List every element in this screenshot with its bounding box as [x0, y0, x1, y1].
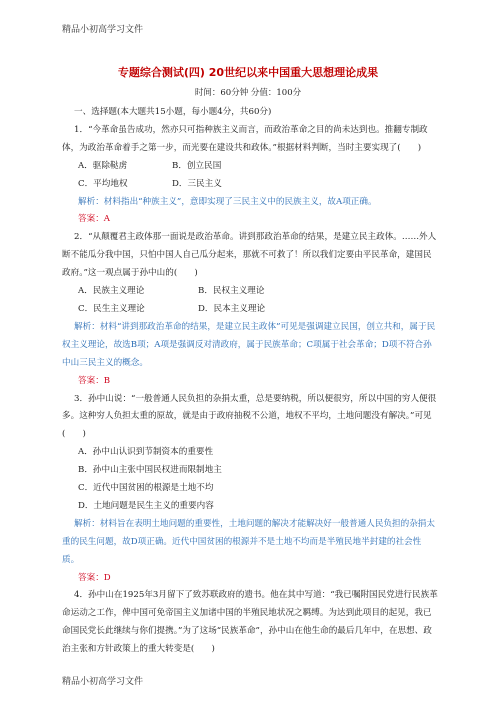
q3-option-c: C．近代中国贫困的根源是土地不均 [78, 483, 214, 494]
q2-options-row1 [62, 283, 438, 301]
exam-meta: 时间：60分钟 分值：100分 [194, 88, 302, 98]
q2-option-a: A．民族主义理论 [78, 286, 145, 297]
page-footer: 精品小初高学习文件 [62, 677, 144, 687]
q1-answer: 答案：A [78, 214, 110, 225]
page-header: 精品小初高学习文件 [62, 25, 144, 35]
q2-analysis: 解析：材料“讲到那政治革命的结果，是建立民主政体”可见是强调建立民国，创立共和，属于民权主义理论，故选B项；A项是强调反对清政府，属于民族革命；C项属于社会革命；D项不符合孙中山三民主义的概念。 [62, 321, 436, 368]
q3-analysis: 解析：材料旨在表明土地问题的重要性，土地问题的解决才能解决好一般普通人民负担的杂捐太重的民生问题，故D项正确。近代中国贫困的根源并不是土地不均而是半殖民地半封建的社会性质。 [62, 518, 435, 565]
q1-option-a: A．驱除鞑虏 [78, 160, 128, 171]
q2-option-d: D．民本主义理论 [198, 303, 266, 314]
q3-option-b: B．孙中山主张中国民权进而限制地主 [78, 465, 222, 476]
q3-stem: 3．孙中山说：“一般普通人民负担的杂捐太重，总是要纳税，所以便很穷，所以中国的穷人便很多。这种穷人负担太重的原故，就是由于政府抽税不公道，地权不平均，土地问题没有解决。”可见( ) [62, 393, 437, 440]
q2-option-b: B．民权主义理论 [198, 286, 265, 297]
q2-answer: 答案：B [78, 375, 111, 386]
q4-stem: 4．孙中山在1925年3月留下了致苏联政府的遗书。他在其中写道：“我已嘱附国民党进行民族革命运动之工作，俾中国可免帝国主义加诸中国的半殖民地状况之羁缚。为达到此项目的起见，我已命国民党长此继续与你们提携。”为了这场“民族革命”，孙中山在他生命的最后几年中，在思想、政治主张和方针政策上的重大转变是( ) [62, 590, 438, 655]
q1-stem: 1．“今革命虽告成功，然亦只可指种族主义而言，而政治革命之目的尚未达到也。推翻专制政体，为政治革命着手之第一步，而光要在建设共和政体。”根据材料判断，当时主要实现了( ) [62, 124, 428, 153]
q1-options-row2 [62, 176, 438, 194]
q1-option-b: B．创立民国 [172, 160, 222, 171]
q2-stem: 2．“从颠覆君主政体那一面说是政治革命。讲到那政治革命的结果，是建立民主政体。……外人断不能瓜分我中国，只怕中国人自己瓜分起来，那就不可救了！所以我们定要由平民革命，建国民政府。”这一观点属于孙中山的( ) [62, 232, 437, 279]
q1-option-d: D．三民主义 [172, 178, 222, 189]
q3-option-a: A．孙中山认识到节制资本的重要性 [78, 447, 214, 458]
q1-analysis: 解析：材料指出“种族主义”，意即实现了三民主义中的民族主义，故A项正确。 [78, 196, 377, 207]
section-heading: 一、选择题(本大题共15小题，每小题4分，共60分) [74, 107, 272, 117]
exam-content [62, 104, 438, 659]
q3-option-d: D．土地问题是民生主义的重要内容 [78, 500, 214, 511]
q2-option-c: C．民生主义理论 [78, 303, 145, 314]
q2-options-row2 [62, 301, 438, 319]
q1-option-c: C．平均地权 [78, 178, 128, 189]
q1-options-row1 [62, 158, 438, 176]
page-title: 专题综合测试(四) 20世纪以来中国重大思想理论成果 [117, 66, 379, 79]
q3-answer: 答案：D [78, 572, 111, 583]
